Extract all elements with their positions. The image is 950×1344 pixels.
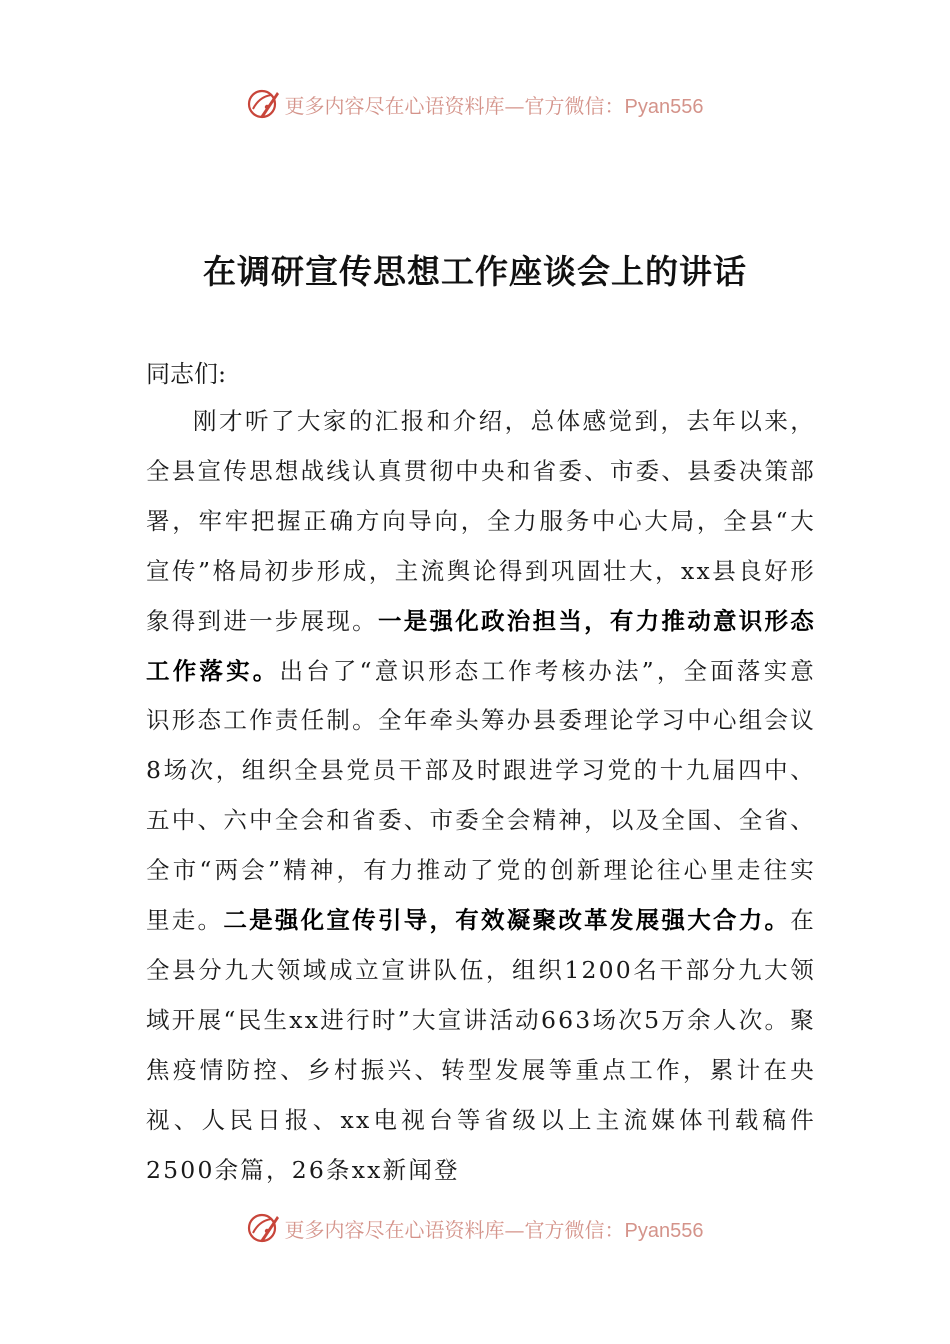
- header-watermark: [0, 84, 950, 124]
- document-title: 在调研宣传思想工作座谈会上的讲话: [203, 252, 747, 291]
- footer-watermark: [0, 1208, 950, 1248]
- paragraph-segment: 出台了“意识形态工作考核办法”，全面落实意识形态工作责任制。全年牵头筹办县委理论学习中心组会议8场次，组织全县党员干部及时跟进学习党的十九届四中、五中、六中全会和省委、市委全会精神，以及全国、全省、全市“两会”精神，有力推动了党的创新理论往心里走往实里走。: [146, 656, 816, 935]
- body-paragraph: [146, 397, 816, 1196]
- paragraph-segment: 刚才听了大家的汇报和介绍，总体感觉到，去年以来，全县宣传思想战线认真贯彻中央和省委、市委、县委决策部署，牢牢把握正确方向导向，全力服务中心大局，全县“大宣传”格局初步形成，主流舆论得到巩固壮大，xx县良好形象得到进一步展现。: [146, 407, 816, 635]
- watermark-text: 更多内容尽在心语资料库—官方微信：Pyan556: [284, 93, 704, 118]
- watermark-text: 更多内容尽在心语资料库—官方微信：Pyan556: [284, 1217, 704, 1242]
- salutation: 同志们:: [146, 360, 227, 388]
- pen-logo-icon: [247, 1211, 281, 1245]
- bold-heading-2: 二是强化宣传引导，有效凝聚改革发展强大合力。: [223, 906, 791, 935]
- pen-logo-icon: [247, 87, 281, 121]
- paragraph-segment: 在全县分九大领域成立宣讲队伍，组织1200名干部分九大领域开展“民生xx进行时”大宣讲活动663场次5万余人次。聚焦疫情防控、乡村振兴、转型发展等重点工作，累计在央视、人民日报、xx电视台等省级以上主流媒体刊载稿件2500余篇，26条xx新闻登: [146, 906, 816, 1184]
- bold-heading-1: 一是强化政治担当，有力推动意识形态工作落实。: [146, 606, 816, 685]
